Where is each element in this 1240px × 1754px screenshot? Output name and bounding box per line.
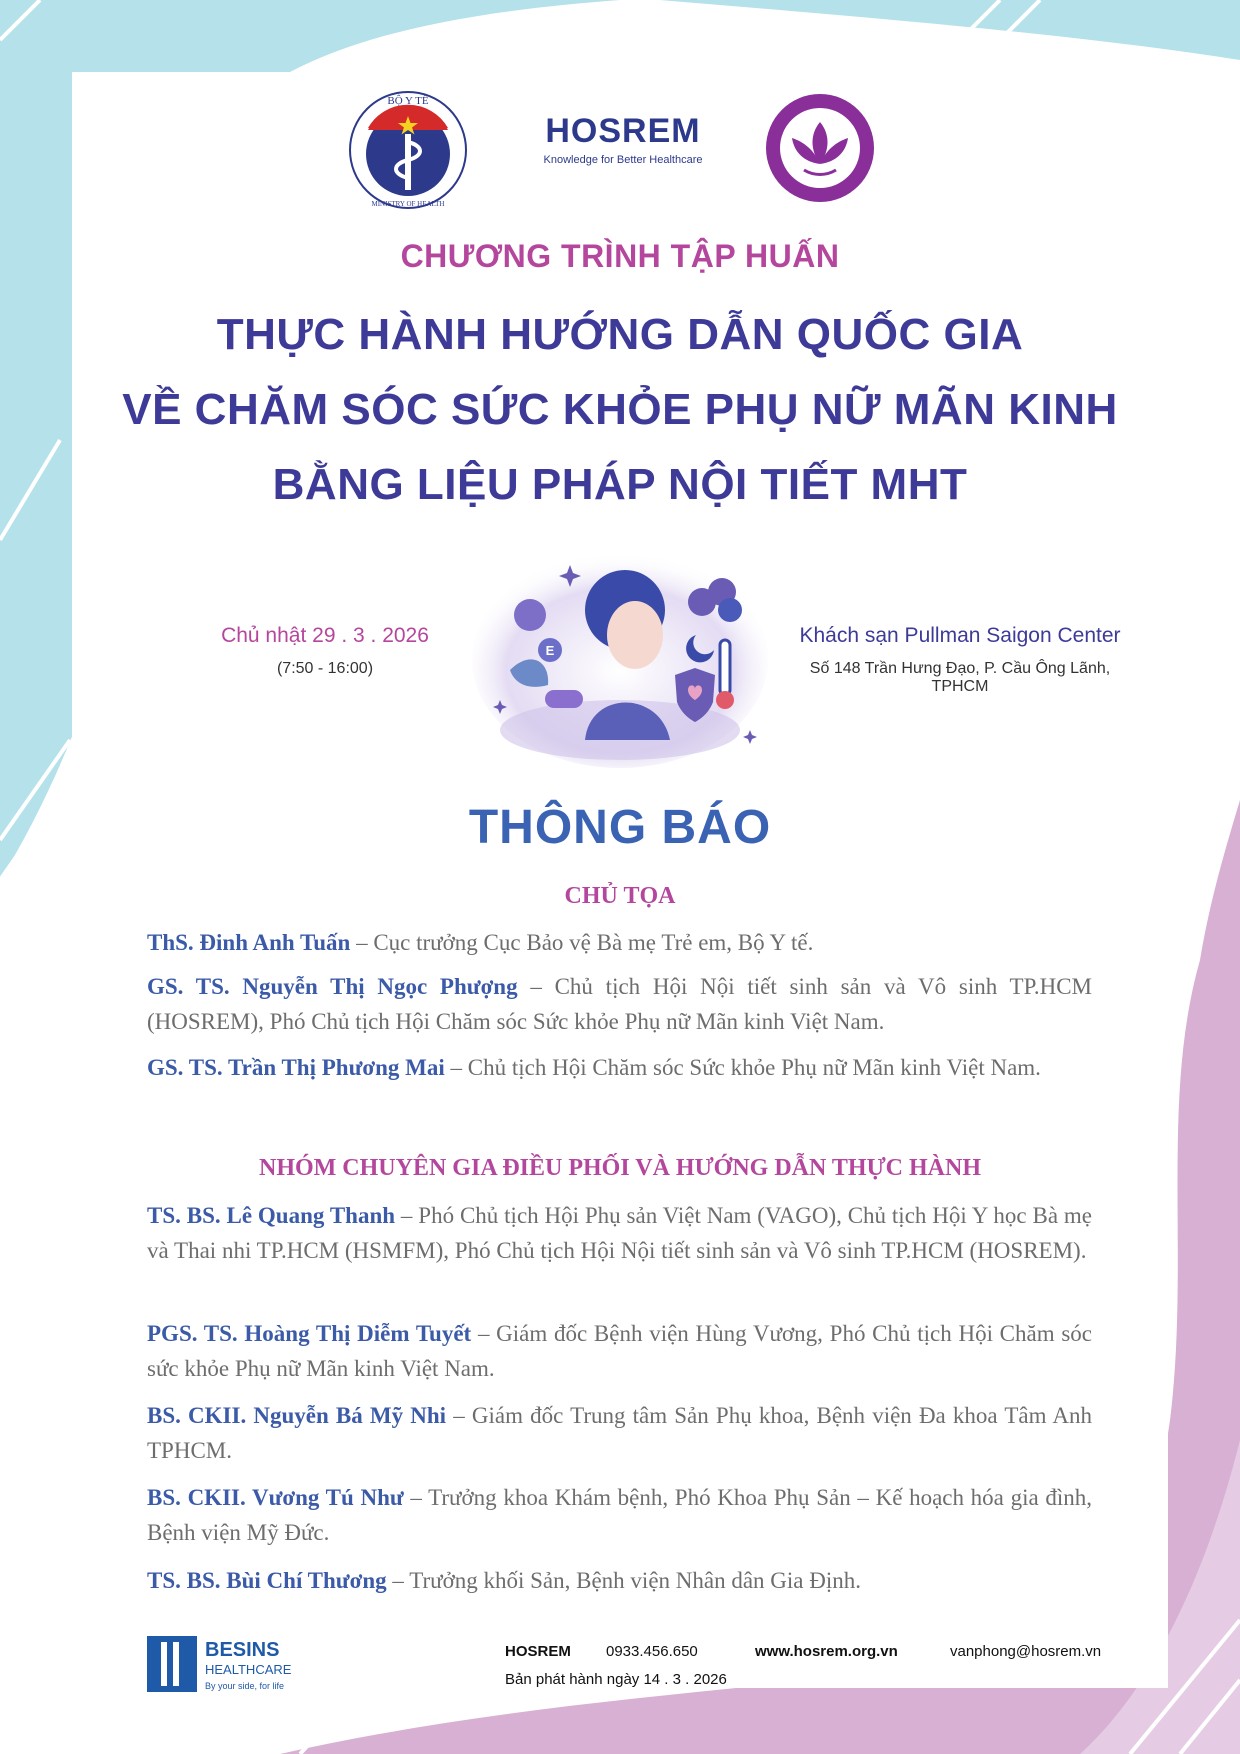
person-name: ThS. Đinh Anh Tuấn bbox=[147, 930, 351, 955]
footer-website[interactable]: www.hosrem.org.vn bbox=[755, 1643, 898, 1660]
notice-title: THÔNG BÁO bbox=[468, 801, 772, 854]
event-venue: Khách sạn Pullman Saigon Center bbox=[799, 624, 1121, 647]
svg-text:MINISTRY OF HEALTH: MINISTRY OF HEALTH bbox=[371, 200, 445, 208]
menopause-illustration bbox=[470, 540, 770, 770]
person-role: – Trưởng khoa Khám bệnh, Phó Khoa Phụ Sản – Kế hoạch hóa gia đình, Bệnh viện Mỹ Đức. bbox=[147, 1485, 1092, 1545]
svg-text:HEALTHCARE: HEALTHCARE bbox=[205, 1662, 292, 1677]
expert-entry bbox=[147, 1398, 1092, 1468]
besins-healthcare-logo bbox=[147, 1636, 297, 1696]
person-role: – Giám đốc Bệnh viện Hùng Vương, Phó Chủ tịch Hội Chăm sóc sức khỏe Phụ nữ Mãn kinh Việt Nam. bbox=[147, 1321, 1093, 1381]
experts-heading: NHÓM CHUYÊN GIA ĐIỀU PHỐI VÀ HƯỚNG DẪN THỰC HÀNH bbox=[258, 1155, 982, 1181]
expert-entry bbox=[147, 1563, 1092, 1598]
issue-date: Bản phát hành ngày 14 . 3 . 2026 bbox=[505, 1671, 727, 1688]
title-line-2: VỀ CHĂM SÓC SỨC KHỎE PHỤ NỮ MÃN KINH bbox=[122, 385, 1118, 434]
chair-entry bbox=[147, 925, 1092, 960]
person-role: – Giám đốc Trung tâm Sản Phụ khoa, Bệnh viện Đa khoa Tâm Anh TPHCM. bbox=[147, 1403, 1093, 1463]
person-name: BS. CKII. Nguyễn Bá Mỹ Nhi bbox=[147, 1403, 447, 1428]
person-role: – Chủ tịch Hội Chăm sóc Sức khỏe Phụ nữ Mãn kinh Việt Nam. bbox=[444, 1055, 1041, 1080]
ministry-of-health-logo bbox=[346, 88, 470, 212]
expert-entry bbox=[147, 1198, 1092, 1268]
menopause-association-logo bbox=[764, 92, 876, 204]
person-name: GS. TS. Nguyễn Thị Ngọc Phượng bbox=[147, 974, 518, 999]
person-role: – Phó Chủ tịch Hội Phụ sản Việt Nam (VAGO), Chủ tịch Hội Y học Bà mẹ và Thai nhi TP.HCM (HSMFM), Phó Chủ tịch Hội Nội tiết sinh sản và Vô sinh TP.HCM (HOSREM). bbox=[147, 1203, 1092, 1263]
hosrem-wordmark: HOSREM bbox=[545, 112, 701, 150]
chairs-heading: CHỦ TỌA bbox=[564, 883, 676, 909]
svg-text:BỘ Y TẾ: BỘ Y TẾ bbox=[387, 95, 429, 107]
hosrem-logo bbox=[528, 112, 718, 176]
person-name: BS. CKII. Vương Tú Như bbox=[147, 1485, 404, 1510]
person-name: TS. BS. Lê Quang Thanh bbox=[147, 1203, 396, 1228]
footer-phone[interactable]: 0933.456.650 bbox=[606, 1643, 698, 1660]
chair-entry bbox=[147, 1050, 1092, 1085]
footer-email[interactable]: vanphong@hosrem.vn bbox=[950, 1643, 1102, 1660]
svg-text:BESINS: BESINS bbox=[205, 1639, 280, 1661]
event-address: Số 148 Trần Hưng Đạo, P. Cầu Ông Lãnh, TPHCM bbox=[809, 660, 1111, 695]
hosrem-tagline: Knowledge for Better Healthcare bbox=[543, 154, 703, 166]
person-role: – Trưởng khối Sản, Bệnh viện Nhân dân Gia Định. bbox=[386, 1568, 862, 1593]
title-line-1: THỰC HÀNH HƯỚNG DẪN QUỐC GIA bbox=[216, 310, 1024, 359]
program-label: CHƯƠNG TRÌNH TẬP HUẤN bbox=[400, 238, 840, 274]
person-role: – Chủ tịch Hội Nội tiết sinh sản và Vô sinh TP.HCM (HOSREM), Phó Chủ tịch Hội Chăm sóc Sức khỏe Phụ nữ Mãn kinh Việt Nam. bbox=[147, 974, 1092, 1034]
event-date: Chủ nhật 29 . 3 . 2026 bbox=[221, 624, 429, 647]
expert-entry bbox=[147, 1480, 1092, 1550]
title-line-3: BẰNG LIỆU PHÁP NỘI TIẾT MHT bbox=[272, 460, 968, 509]
svg-text:By your side, for life: By your side, for life bbox=[205, 1681, 285, 1691]
person-name: TS. BS. Bùi Chí Thương bbox=[147, 1568, 387, 1593]
person-name: GS. TS. Trần Thị Phương Mai bbox=[147, 1055, 445, 1080]
person-name: PGS. TS. Hoàng Thị Diễm Tuyết bbox=[147, 1321, 472, 1346]
person-role: – Cục trưởng Cục Bảo vệ Bà mẹ Trẻ em, Bộ Y tế. bbox=[350, 930, 814, 955]
footer-org: HOSREM bbox=[505, 1643, 571, 1660]
event-time: (7:50 - 16:00) bbox=[276, 660, 374, 677]
chair-entry bbox=[147, 969, 1092, 1039]
svg-text:E: E bbox=[545, 643, 555, 658]
expert-entry bbox=[147, 1316, 1092, 1386]
